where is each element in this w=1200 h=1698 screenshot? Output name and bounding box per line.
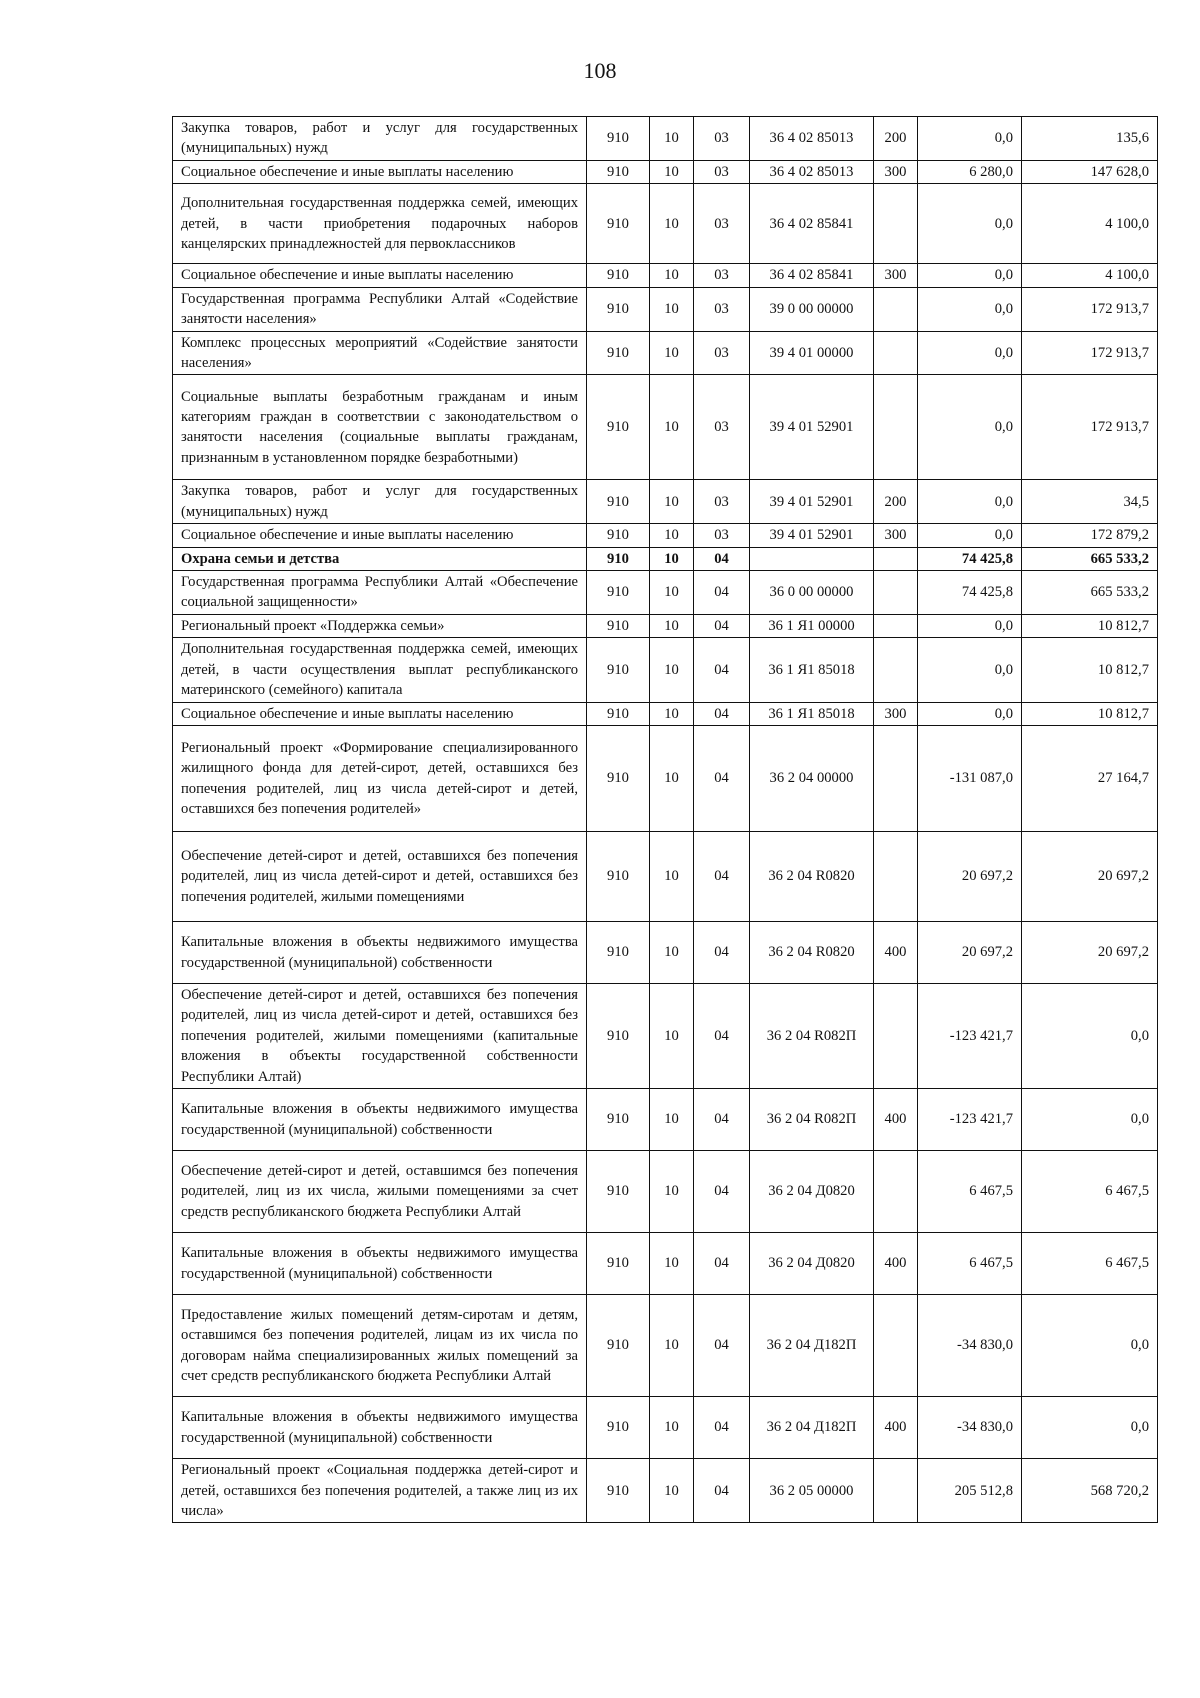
cell-expense-type: [874, 375, 918, 480]
cell-amount-total: 4 100,0: [1022, 184, 1158, 264]
cell-amount-change: 0,0: [918, 117, 1022, 161]
cell-section: 10: [650, 984, 694, 1089]
cell-expense-type: 200: [874, 480, 918, 524]
table-row: [173, 832, 1158, 922]
row-name: Обеспечение детей-сирот и детей, оставшихся без попечения родителей, лиц из числа детей-сирот и детей, оставшихся без попечения родителей, жилыми помещениями (капитальные вложения в объекты государственной собственности Республики Алтай): [173, 984, 587, 1089]
cell-admin-code: 910: [587, 638, 650, 702]
cell-amount-change: 0,0: [918, 375, 1022, 480]
cell-admin-code: 910: [587, 287, 650, 331]
table-row: [173, 922, 1158, 984]
cell-target-article: 36 2 04 Д182П: [750, 1397, 874, 1459]
cell-target-article: 36 4 02 85841: [750, 184, 874, 264]
cell-expense-type: 300: [874, 524, 918, 547]
cell-expense-type: [874, 726, 918, 832]
cell-amount-change: 74 425,8: [918, 547, 1022, 570]
cell-expense-type: 200: [874, 117, 918, 161]
cell-amount-change: 0,0: [918, 331, 1022, 375]
cell-admin-code: 910: [587, 375, 650, 480]
table-row: [173, 524, 1158, 547]
cell-amount-total: 568 720,2: [1022, 1459, 1158, 1523]
cell-section: 10: [650, 726, 694, 832]
cell-admin-code: 910: [587, 614, 650, 637]
cell-target-article: 36 1 Я1 00000: [750, 614, 874, 637]
cell-subsection: 03: [694, 480, 750, 524]
page-number: 108: [583, 58, 617, 83]
table-row: [173, 264, 1158, 287]
cell-amount-total: 665 533,2: [1022, 547, 1158, 570]
cell-target-article: 36 4 02 85013: [750, 160, 874, 183]
cell-amount-change: 74 425,8: [918, 571, 1022, 615]
row-name: Капитальные вложения в объекты недвижимого имущества государственной (муниципальной) собственности: [173, 922, 587, 984]
cell-section: 10: [650, 184, 694, 264]
cell-expense-type: [874, 184, 918, 264]
row-name: Комплекс процессных мероприятий «Содействие занятости населения»: [173, 331, 587, 375]
cell-amount-total: 172 913,7: [1022, 331, 1158, 375]
cell-admin-code: 910: [587, 1233, 650, 1295]
cell-expense-type: [874, 832, 918, 922]
row-name: Капитальные вложения в объекты недвижимого имущества государственной (муниципальной) собственности: [173, 1089, 587, 1151]
table-row: [173, 1233, 1158, 1295]
cell-expense-type: [874, 1459, 918, 1523]
cell-section: 10: [650, 264, 694, 287]
cell-target-article: 36 1 Я1 85018: [750, 638, 874, 702]
cell-amount-change: 0,0: [918, 184, 1022, 264]
cell-subsection: 04: [694, 1233, 750, 1295]
cell-target-article: 39 4 01 00000: [750, 331, 874, 375]
row-name: Социальное обеспечение и иные выплаты населению: [173, 160, 587, 183]
cell-amount-change: 0,0: [918, 264, 1022, 287]
table-row: [173, 287, 1158, 331]
cell-target-article: 36 2 04 R0820: [750, 832, 874, 922]
cell-expense-type: 400: [874, 1233, 918, 1295]
cell-target-article: 36 2 04 R0820: [750, 922, 874, 984]
cell-amount-total: 172 879,2: [1022, 524, 1158, 547]
cell-target-article: 36 0 00 00000: [750, 571, 874, 615]
cell-amount-change: -123 421,7: [918, 984, 1022, 1089]
cell-subsection: 03: [694, 331, 750, 375]
cell-target-article: 36 2 04 Д0820: [750, 1233, 874, 1295]
cell-amount-total: 0,0: [1022, 1295, 1158, 1397]
cell-subsection: 04: [694, 547, 750, 570]
cell-amount-total: 20 697,2: [1022, 832, 1158, 922]
cell-section: 10: [650, 832, 694, 922]
cell-subsection: 04: [694, 702, 750, 725]
table-row: [173, 331, 1158, 375]
cell-admin-code: 910: [587, 117, 650, 161]
row-name: Государственная программа Республики Алтай «Обеспечение социальной защищенности»: [173, 571, 587, 615]
cell-amount-change: 0,0: [918, 480, 1022, 524]
cell-section: 10: [650, 571, 694, 615]
cell-section: 10: [650, 1397, 694, 1459]
cell-amount-change: -34 830,0: [918, 1295, 1022, 1397]
cell-section: 10: [650, 331, 694, 375]
cell-admin-code: 910: [587, 984, 650, 1089]
cell-amount-change: 6 467,5: [918, 1233, 1022, 1295]
cell-amount-change: 0,0: [918, 614, 1022, 637]
cell-subsection: 04: [694, 922, 750, 984]
table-row: [173, 160, 1158, 183]
row-name: Государственная программа Республики Алтай «Содействие занятости населения»: [173, 287, 587, 331]
table-row: [173, 547, 1158, 570]
cell-section: 10: [650, 524, 694, 547]
row-name: Региональный проект «Формирование специализированного жилищного фонда для детей-сирот, детей, оставшихся без попечения родителей, лиц из числа детей-сирот и детей, оставшихся без попечения родителей»: [173, 726, 587, 832]
table-row: [173, 638, 1158, 702]
table-row: [173, 480, 1158, 524]
cell-expense-type: 300: [874, 264, 918, 287]
cell-subsection: 04: [694, 726, 750, 832]
cell-admin-code: 910: [587, 1295, 650, 1397]
cell-admin-code: 910: [587, 726, 650, 832]
row-name: Социальное обеспечение и иные выплаты населению: [173, 264, 587, 287]
cell-amount-total: 10 812,7: [1022, 638, 1158, 702]
cell-expense-type: [874, 1151, 918, 1233]
cell-amount-total: 135,6: [1022, 117, 1158, 161]
cell-target-article: 39 4 01 52901: [750, 524, 874, 547]
cell-amount-total: 665 533,2: [1022, 571, 1158, 615]
table-row: [173, 184, 1158, 264]
cell-section: 10: [650, 702, 694, 725]
cell-target-article: 36 2 05 00000: [750, 1459, 874, 1523]
row-name: Предоставление жилых помещений детям-сиротам и детям, оставшимся без попечения родителей, лицам из их числа по договорам найма специализированных жилых помещений за счет средств республиканского бюджета Республики Алтай: [173, 1295, 587, 1397]
cell-admin-code: 910: [587, 702, 650, 725]
row-name: Социальное обеспечение и иные выплаты населению: [173, 702, 587, 725]
cell-expense-type: [874, 614, 918, 637]
cell-section: 10: [650, 287, 694, 331]
cell-section: 10: [650, 375, 694, 480]
cell-amount-change: 0,0: [918, 638, 1022, 702]
cell-target-article: 36 1 Я1 85018: [750, 702, 874, 725]
cell-target-article: 36 2 04 R082П: [750, 984, 874, 1089]
cell-section: 10: [650, 117, 694, 161]
cell-admin-code: 910: [587, 1151, 650, 1233]
cell-subsection: 04: [694, 832, 750, 922]
cell-target-article: 36 4 02 85841: [750, 264, 874, 287]
cell-subsection: 04: [694, 571, 750, 615]
cell-section: 10: [650, 614, 694, 637]
cell-subsection: 03: [694, 160, 750, 183]
cell-amount-total: 10 812,7: [1022, 702, 1158, 725]
cell-amount-total: 147 628,0: [1022, 160, 1158, 183]
cell-admin-code: 910: [587, 1089, 650, 1151]
row-name: Закупка товаров, работ и услуг для государственных (муниципальных) нужд: [173, 117, 587, 161]
cell-target-article: 36 2 04 Д0820: [750, 1151, 874, 1233]
cell-amount-total: 172 913,7: [1022, 287, 1158, 331]
cell-target-article: 36 2 04 R082П: [750, 1089, 874, 1151]
table-row: [173, 1397, 1158, 1459]
cell-amount-total: 0,0: [1022, 984, 1158, 1089]
cell-admin-code: 910: [587, 160, 650, 183]
table-row: [173, 1295, 1158, 1397]
row-name: Капитальные вложения в объекты недвижимого имущества государственной (муниципальной) собственности: [173, 1397, 587, 1459]
cell-section: 10: [650, 1089, 694, 1151]
cell-amount-total: 172 913,7: [1022, 375, 1158, 480]
table-row: [173, 571, 1158, 615]
table-row: [173, 1459, 1158, 1523]
cell-amount-change: -34 830,0: [918, 1397, 1022, 1459]
cell-expense-type: 300: [874, 160, 918, 183]
cell-admin-code: 910: [587, 184, 650, 264]
cell-section: 10: [650, 1295, 694, 1397]
cell-expense-type: 400: [874, 922, 918, 984]
cell-admin-code: 910: [587, 832, 650, 922]
cell-amount-total: 0,0: [1022, 1397, 1158, 1459]
cell-expense-type: [874, 331, 918, 375]
cell-subsection: 03: [694, 117, 750, 161]
budget-table: [172, 116, 1158, 1523]
cell-amount-total: 4 100,0: [1022, 264, 1158, 287]
cell-expense-type: 400: [874, 1089, 918, 1151]
cell-amount-total: 6 467,5: [1022, 1233, 1158, 1295]
row-name: Капитальные вложения в объекты недвижимого имущества государственной (муниципальной) собственности: [173, 1233, 587, 1295]
cell-section: 10: [650, 638, 694, 702]
cell-amount-change: 205 512,8: [918, 1459, 1022, 1523]
row-name: Охрана семьи и детства: [173, 547, 587, 570]
table-row: [173, 726, 1158, 832]
cell-admin-code: 910: [587, 922, 650, 984]
cell-admin-code: 910: [587, 571, 650, 615]
cell-section: 10: [650, 547, 694, 570]
cell-section: 10: [650, 160, 694, 183]
cell-subsection: 03: [694, 264, 750, 287]
cell-amount-change: 0,0: [918, 702, 1022, 725]
table-row: [173, 375, 1158, 480]
cell-amount-change: 0,0: [918, 287, 1022, 331]
cell-expense-type: [874, 571, 918, 615]
cell-target-article: 36 2 04 00000: [750, 726, 874, 832]
cell-target-article: 39 4 01 52901: [750, 480, 874, 524]
cell-amount-change: -123 421,7: [918, 1089, 1022, 1151]
cell-amount-total: 0,0: [1022, 1089, 1158, 1151]
cell-amount-total: 34,5: [1022, 480, 1158, 524]
cell-section: 10: [650, 922, 694, 984]
cell-section: 10: [650, 1151, 694, 1233]
cell-amount-change: 20 697,2: [918, 922, 1022, 984]
cell-admin-code: 910: [587, 264, 650, 287]
cell-section: 10: [650, 1233, 694, 1295]
cell-admin-code: 910: [587, 1459, 650, 1523]
cell-subsection: 04: [694, 614, 750, 637]
cell-admin-code: 910: [587, 331, 650, 375]
cell-amount-change: 6 467,5: [918, 1151, 1022, 1233]
cell-target-article: 39 0 00 00000: [750, 287, 874, 331]
cell-subsection: 03: [694, 184, 750, 264]
cell-admin-code: 910: [587, 480, 650, 524]
cell-expense-type: [874, 638, 918, 702]
cell-target-article: 36 4 02 85013: [750, 117, 874, 161]
table-row: [173, 702, 1158, 725]
cell-subsection: 04: [694, 984, 750, 1089]
row-name: Дополнительная государственная поддержка семей, имеющих детей, в части приобретения подарочных наборов канцелярских принадлежностей для первоклассников: [173, 184, 587, 264]
cell-subsection: 04: [694, 1397, 750, 1459]
cell-target-article: [750, 547, 874, 570]
cell-amount-total: 27 164,7: [1022, 726, 1158, 832]
cell-subsection: 04: [694, 1459, 750, 1523]
cell-admin-code: 910: [587, 547, 650, 570]
cell-amount-total: 10 812,7: [1022, 614, 1158, 637]
cell-expense-type: 400: [874, 1397, 918, 1459]
cell-expense-type: [874, 984, 918, 1089]
cell-subsection: 04: [694, 1151, 750, 1233]
row-name: Социальные выплаты безработным гражданам и иным категориям граждан в соответствии с законодательством о занятости населения (социальные выплаты гражданам, признанным в установленном порядке безработными): [173, 375, 587, 480]
cell-target-article: 39 4 01 52901: [750, 375, 874, 480]
table-row: [173, 117, 1158, 161]
cell-expense-type: [874, 287, 918, 331]
cell-section: 10: [650, 1459, 694, 1523]
table-row: [173, 1089, 1158, 1151]
cell-subsection: 03: [694, 375, 750, 480]
cell-admin-code: 910: [587, 524, 650, 547]
cell-subsection: 04: [694, 638, 750, 702]
cell-amount-change: 20 697,2: [918, 832, 1022, 922]
row-name: Региональный проект «Поддержка семьи»: [173, 614, 587, 637]
row-name: Дополнительная государственная поддержка семей, имеющих детей, в части осуществления выплат республиканского материнского (семейного) капитала: [173, 638, 587, 702]
table-row: [173, 1151, 1158, 1233]
row-name: Обеспечение детей-сирот и детей, оставшихся без попечения родителей, лиц из числа детей-сирот и детей, оставшихся без попечения родителей, жилыми помещениями: [173, 832, 587, 922]
cell-expense-type: [874, 1295, 918, 1397]
budget-table-body: [173, 117, 1158, 1523]
cell-subsection: 04: [694, 1089, 750, 1151]
cell-admin-code: 910: [587, 1397, 650, 1459]
cell-expense-type: [874, 547, 918, 570]
cell-amount-change: 0,0: [918, 524, 1022, 547]
cell-subsection: 04: [694, 1295, 750, 1397]
cell-target-article: 36 2 04 Д182П: [750, 1295, 874, 1397]
cell-amount-change: -131 087,0: [918, 726, 1022, 832]
row-name: Закупка товаров, работ и услуг для государственных (муниципальных) нужд: [173, 480, 587, 524]
row-name: Региональный проект «Социальная поддержка детей-сирот и детей, оставшихся без попечения родителей, а также лиц из их числа»: [173, 1459, 587, 1523]
cell-subsection: 03: [694, 524, 750, 547]
table-row: [173, 984, 1158, 1089]
cell-amount-change: 6 280,0: [918, 160, 1022, 183]
cell-subsection: 03: [694, 287, 750, 331]
row-name: Социальное обеспечение и иные выплаты населению: [173, 524, 587, 547]
cell-amount-total: 20 697,2: [1022, 922, 1158, 984]
row-name: Обеспечение детей-сирот и детей, оставшимся без попечения родителей, лиц из их числа, жилыми помещениями за счет средств республиканского бюджета Республики Алтай: [173, 1151, 587, 1233]
cell-expense-type: 300: [874, 702, 918, 725]
cell-amount-total: 6 467,5: [1022, 1151, 1158, 1233]
cell-section: 10: [650, 480, 694, 524]
table-row: [173, 614, 1158, 637]
